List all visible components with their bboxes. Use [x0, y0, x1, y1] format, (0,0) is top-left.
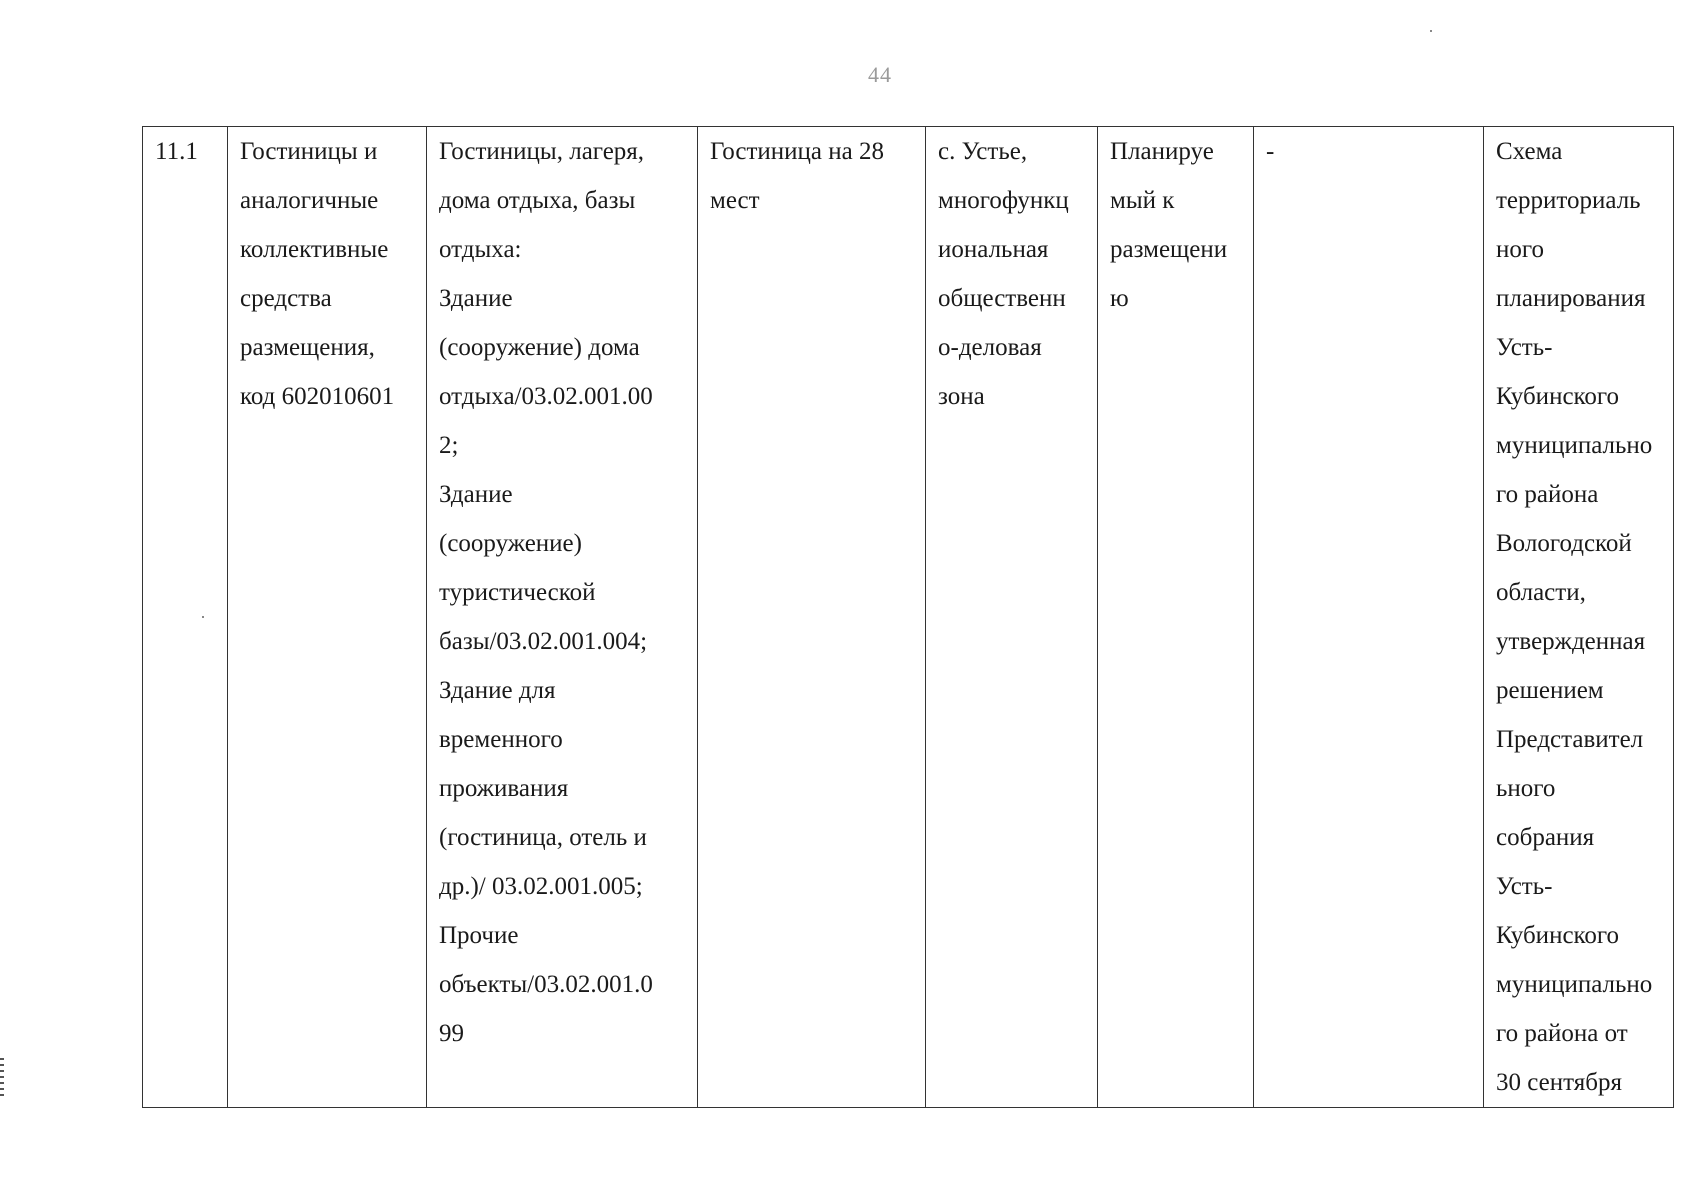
- cell-location: [926, 127, 1098, 1108]
- purpose-text: Гостиницы, лагеря, дома отдыха, базы отдыха: Здание (сооружение) дома отдыха/03.02.001.00 2; Здание (сооружение) туристической базы/03.02.001.004; Здание для временного проживания (гостиница, отель и др.)/ 03.02.001.005; Прочие объекты/03.02.001.0 99: [439, 138, 653, 1047]
- source-text: Схема территориаль ного планирования Усть- Кубинского муниципально го района Вологодской области, утвержденная решением Представител ьного собрания Усть- Кубинского муниципально го района от 30 сентября: [1496, 138, 1653, 1096]
- scan-speck: [202, 616, 204, 618]
- location-text: с. Устье, многофункц иональная общественн о-деловая зона: [938, 138, 1069, 410]
- cell-purpose: [427, 127, 698, 1108]
- cell-index: [143, 127, 228, 1108]
- cell-source: [1484, 127, 1674, 1108]
- cell-status: [1098, 127, 1254, 1108]
- cell-object-name: [698, 127, 926, 1108]
- scan-edge-marks: [0, 1058, 4, 1096]
- status-text: Планируе мый к размещени ю: [1110, 138, 1228, 312]
- scan-speck: [1430, 30, 1432, 32]
- cell-zone: [1254, 127, 1484, 1108]
- row-index: 11.1: [155, 138, 198, 165]
- zone-text: -: [1266, 138, 1275, 165]
- cell-object-type: [228, 127, 427, 1108]
- object-name-text: Гостиница на 28 мест: [710, 138, 884, 214]
- page-number: 44: [868, 62, 892, 87]
- table-row: [143, 127, 1674, 1108]
- object-type-text: Гостиницы и аналогичные коллективные средства размещения, код 602010601: [240, 138, 395, 410]
- objects-table: [142, 126, 1674, 1108]
